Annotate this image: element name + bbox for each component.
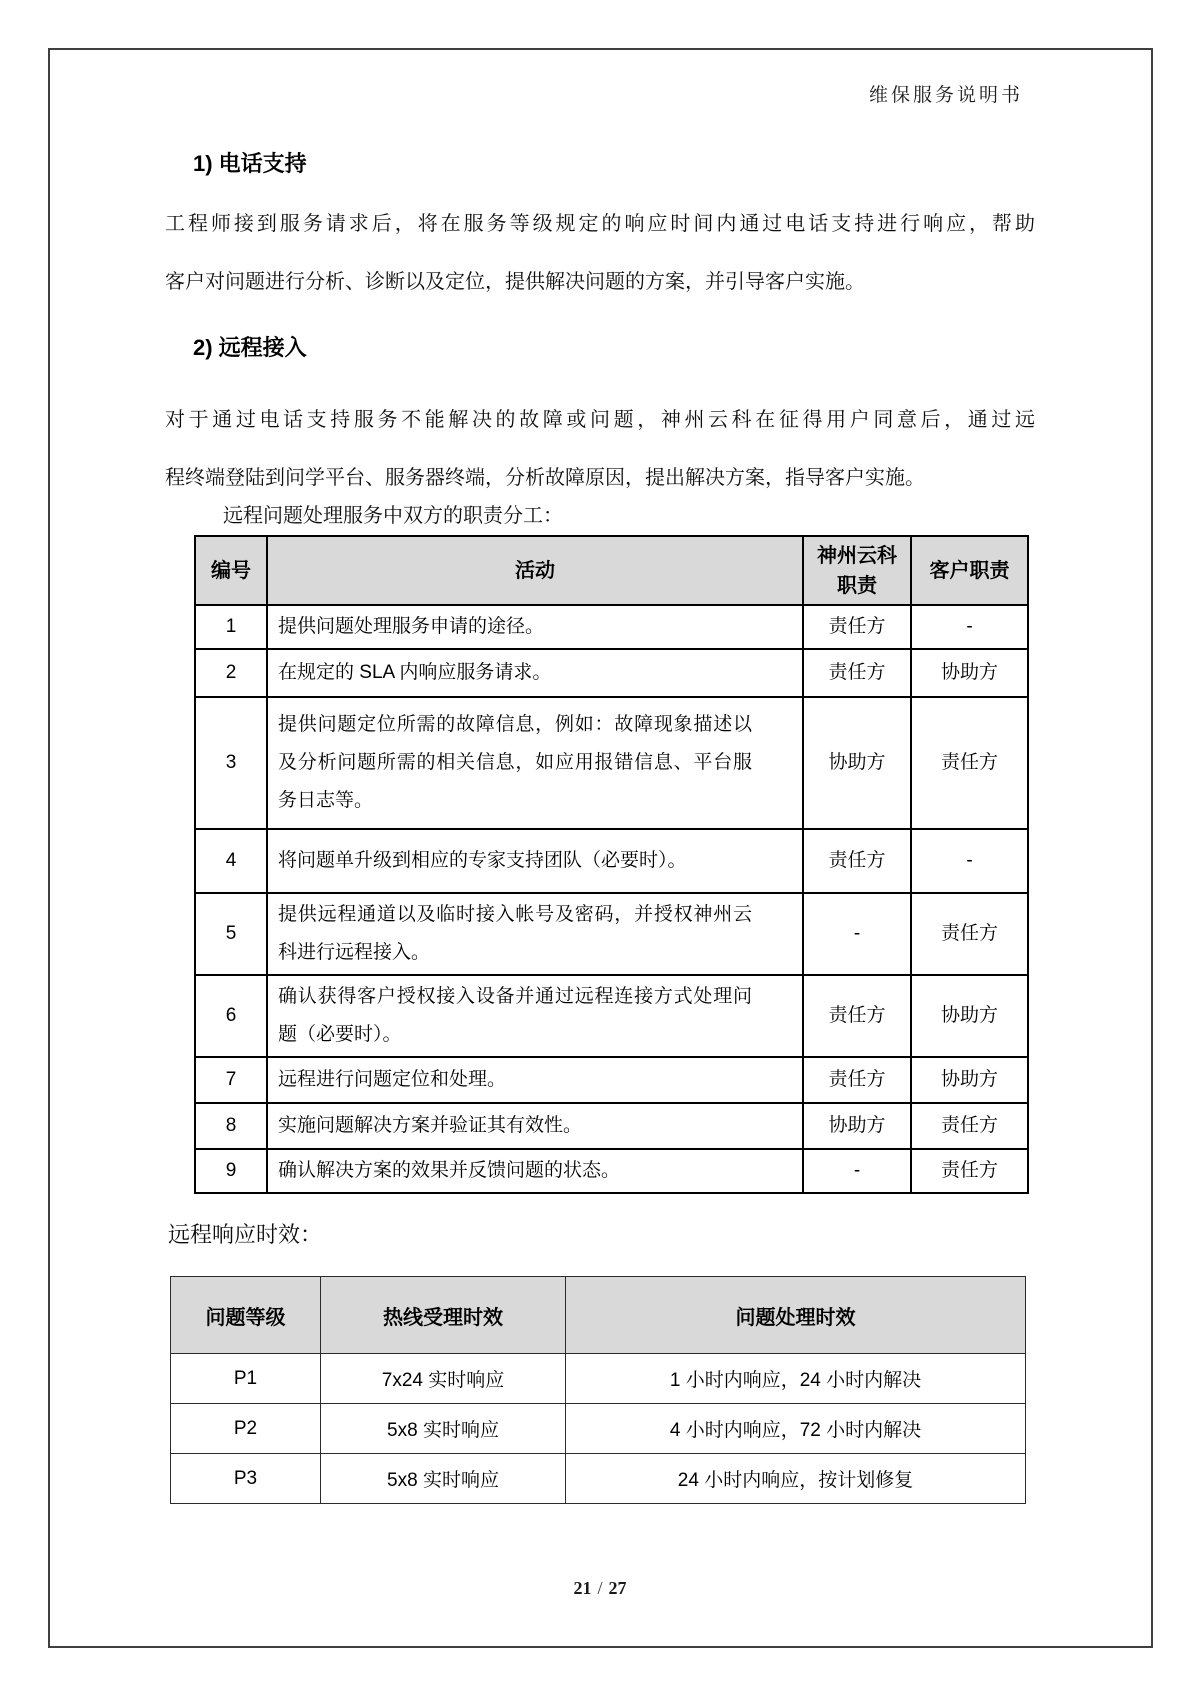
table-cell: P1 <box>171 1354 321 1404</box>
responsibility-table-body <box>195 605 1028 1193</box>
table-row <box>195 893 1028 975</box>
paragraph-line: 程终端登陆到问学平台、服务器终端，分析故障原因，提出解决方案，指导客户实施。 <box>165 467 925 489</box>
sla-table-body <box>171 1354 1026 1504</box>
table-cell: 5 <box>195 893 267 975</box>
table-cell: 提供问题处理服务申请的途径。 <box>267 605 803 649</box>
table-row <box>195 975 1028 1057</box>
table-row <box>195 649 1028 697</box>
table-cell: 协助方 <box>911 975 1028 1057</box>
table-header-row <box>195 536 1028 605</box>
table-row <box>171 1454 1026 1504</box>
table-row <box>171 1354 1026 1404</box>
table-cell: 协助方 <box>803 1103 911 1149</box>
table-cell: 确认获得客户授权接入设备并通过远程连接方式处理问题（必要时）。 <box>267 975 803 1057</box>
table-cell: 3 <box>195 697 267 829</box>
table-cell: 7 <box>195 1057 267 1103</box>
sla-section-label: 远程响应时效： <box>168 1222 323 1247</box>
table-cell: 在规定的 SLA 内响应服务请求。 <box>267 649 803 697</box>
table-cell: 责任方 <box>803 829 911 893</box>
column-header-problem-level: 问题等级 <box>171 1277 321 1354</box>
section-heading-phone-support: 1) 电话支持 <box>193 151 307 176</box>
table-cell: 将问题单升级到相应的专家支持团队（必要时）。 <box>267 829 803 893</box>
paragraph-line: 工程师接到服务请求后，将在服务等级规定的响应时间内通过电话支持进行响应，帮助 <box>165 213 1035 235</box>
table-cell: 协助方 <box>911 649 1028 697</box>
table-cell: 9 <box>195 1149 267 1193</box>
column-header-number: 编号 <box>195 536 267 605</box>
paragraph-phone-support <box>165 195 1035 311</box>
page-footer <box>0 1578 1200 1599</box>
table-cell: 确认解决方案的效果并反馈问题的状态。 <box>267 1149 803 1193</box>
column-header-vendor-duty: 神州云科职责 <box>803 536 911 605</box>
page-number-separator: / <box>597 1578 603 1598</box>
paragraph-line: 客户对问题进行分析、诊断以及定位，提供解决问题的方案，并引导客户实施。 <box>165 271 865 293</box>
page-number: 21 <box>573 1578 592 1598</box>
table-row <box>195 1103 1028 1149</box>
column-header-problem-handling: 问题处理时效 <box>566 1277 1026 1354</box>
table-cell: P3 <box>171 1454 321 1504</box>
sla-table <box>170 1276 1026 1504</box>
table-cell: - <box>911 829 1028 893</box>
table-cell: 实施问题解决方案并验证其有效性。 <box>267 1103 803 1149</box>
table-row <box>195 697 1028 829</box>
paragraph-remote-access <box>165 391 1035 507</box>
table-cell: 5x8 实时响应 <box>321 1404 566 1454</box>
table-cell: 协助方 <box>911 1057 1028 1103</box>
table-cell: 责任方 <box>803 975 911 1057</box>
table-cell: 7x24 实时响应 <box>321 1354 566 1404</box>
table-cell: 24 小时内响应，按计划修复 <box>566 1454 1026 1504</box>
table-cell: 4 <box>195 829 267 893</box>
table-cell: 1 小时内响应，24 小时内解决 <box>566 1354 1026 1404</box>
table-cell: 2 <box>195 649 267 697</box>
table-cell: 责任方 <box>803 605 911 649</box>
table-cell: - <box>803 893 911 975</box>
table-cell: - <box>911 605 1028 649</box>
responsibility-table <box>194 535 1029 1194</box>
table-row <box>195 605 1028 649</box>
table-cell: 责任方 <box>911 893 1028 975</box>
table-cell: 6 <box>195 975 267 1057</box>
table-row <box>195 1149 1028 1193</box>
table-cell: 责任方 <box>803 1057 911 1103</box>
table-cell: 提供远程通道以及临时接入帐号及密码，并授权神州云科进行远程接入。 <box>267 893 803 975</box>
responsibility-table-intro: 远程问题处理服务中双方的职责分工： <box>223 505 563 527</box>
total-pages: 27 <box>608 1578 627 1598</box>
table-cell: 4 小时内响应，72 小时内解决 <box>566 1404 1026 1454</box>
table-cell: 责任方 <box>911 1103 1028 1149</box>
document-header-title: 维保服务说明书 <box>868 85 1023 106</box>
table-cell: - <box>803 1149 911 1193</box>
table-cell: 5x8 实时响应 <box>321 1454 566 1504</box>
table-cell: 8 <box>195 1103 267 1149</box>
table-cell: 远程进行问题定位和处理。 <box>267 1057 803 1103</box>
table-row <box>195 829 1028 893</box>
section-heading-remote-access: 2) 远程接入 <box>193 335 307 360</box>
table-row <box>195 1057 1028 1103</box>
paragraph-line: 对于通过电话支持服务不能解决的故障或问题，神州云科在征得用户同意后，通过远 <box>165 409 1035 431</box>
column-header-activity: 活动 <box>267 536 803 605</box>
table-cell: 提供问题定位所需的故障信息，例如：故障现象描述以及分析问题所需的相关信息，如应用报错信息、平台服务日志等。 <box>267 697 803 829</box>
table-cell: 责任方 <box>911 1149 1028 1193</box>
table-header-row <box>171 1277 1026 1354</box>
table-row <box>171 1404 1026 1454</box>
table-cell: 1 <box>195 605 267 649</box>
table-cell: 责任方 <box>911 697 1028 829</box>
table-cell: 责任方 <box>803 649 911 697</box>
column-header-customer-duty: 客户职责 <box>911 536 1028 605</box>
column-header-hotline-response: 热线受理时效 <box>321 1277 566 1354</box>
table-cell: 协助方 <box>803 697 911 829</box>
table-cell: P2 <box>171 1404 321 1454</box>
